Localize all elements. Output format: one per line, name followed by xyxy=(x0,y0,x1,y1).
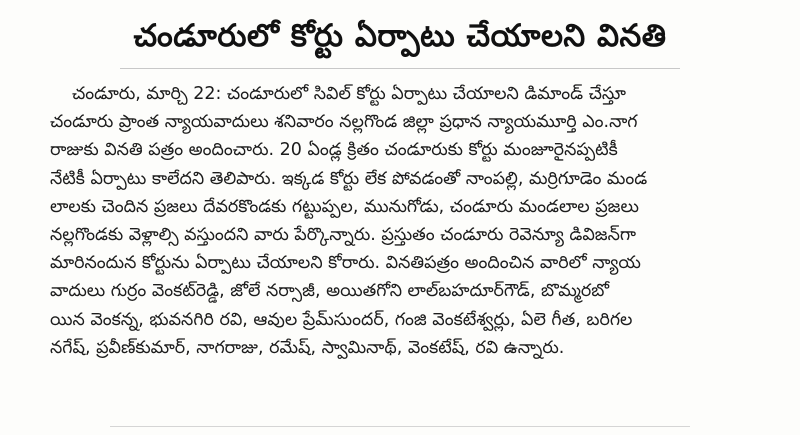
article-line: వాదులు గుర్రం వెంకట్‌రెడ్డి, జోలే నర్సాజీ, అయితగోని లాల్‌బహదూర్‌గౌడ్, బొమ్మరబో xyxy=(50,281,610,302)
article-line: నగేష్, ప్రవీణ్‌కుమార్, నాగరాజు, రమేష్, స్వామినాథ్, వెంకటేష్, రవి ఉన్నారు. xyxy=(50,337,565,358)
article-headline: చండూరులో కోర్టు ఏర్పాటు చేయాలని వినతి xyxy=(133,18,667,54)
article-line: యిన వెంకన్న, భువనగిరి రవి, ఆవుల ప్రేమ్‌సుందర్, గంజి వెంకటేశ్వర్లు, ఏలె గీత, బరిగల xyxy=(50,309,633,330)
article-line: నేటికీ ఏర్పాటు కాలేదని తెలిపారు. ఇక్కడ కోర్టు లేక పోవడంతో నాంపల్లి, మర్రిగూడెం మండ xyxy=(50,168,648,189)
article-body xyxy=(50,80,770,362)
bottom-divider xyxy=(110,426,690,427)
article-line: రాజుకు వినతి పత్రం అందించారు. 20 ఏండ్ల క్రితం చండూరుకు కోర్టు మంజూరైనప్పటికీ xyxy=(50,140,618,161)
article-line: నల్లగొండకు వెళ్లాల్సి వస్తుందని వారు పేర్కొన్నారు. ప్రస్తుతం చండూరు రెవెన్యూ డివిజన్‌గా xyxy=(50,224,636,245)
article-line: లాలకు చెందిన ప్రజలు దేవరకొండకు గట్టుప్పల, మునుగోడు, చండూరు మండలాల ప్రజలు xyxy=(50,196,639,217)
article-line: చండూరు, మార్చి 22: చండూరులో సివిల్ కోర్టు ఏర్పాటు చేయాలని డిమాండ్ చేస్తూ xyxy=(72,84,626,104)
article-line: మారినందున కోర్టును ఏర్పాటు చేయాలని కోరారు. వినతిపత్రం అందించిన వారిలో న్యాయ xyxy=(50,253,641,274)
headline-divider xyxy=(120,68,680,69)
article-line: చండూరు ప్రాంత న్యాయవాదులు శనివారం నల్లగొండ జిల్లా ప్రధాన న్యాయమూర్తి ఎం.నాగ xyxy=(50,112,638,133)
